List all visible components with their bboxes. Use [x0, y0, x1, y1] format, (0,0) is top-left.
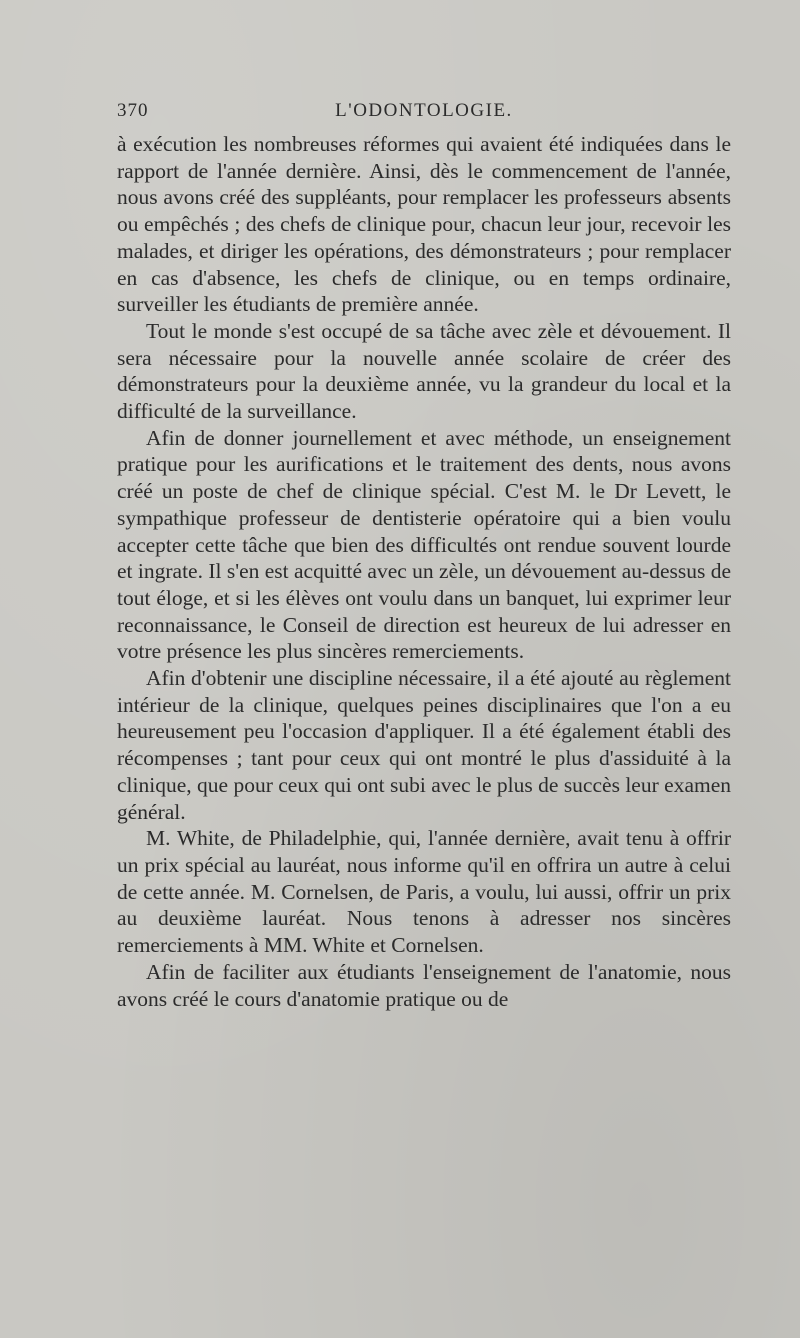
running-head [117, 100, 731, 130]
page-number: 370 [117, 100, 149, 121]
paragraph-anatomy-course: Afin de faciliter aux étudiants l'enseignement de l'anatomie, nous avons créé le cours d'anatomie pratique ou de [117, 959, 731, 1011]
paragraph-prizes: M. White, de Philadelphie, qui, l'année dernière, avait tenu à offrir un prix spécial au lauréat, nous informe qu'il en offrira un autre à celui de cette année. M. Cornelsen, de Paris, a voulu, lui aussi, offrir un prix au deuxième lauréat. Nous tenons à adresser nos sincères remerciements à MM. White et Cornelsen. [117, 826, 731, 958]
running-title: L'ODONTOLOGIE. [335, 100, 513, 121]
text-column [117, 131, 731, 1012]
paragraph-staff-dedication: Tout le monde s'est occupé de sa tâche avec zèle et dévouement. Il sera nécessaire pour la nouvelle année scolaire de créer des démonstrateurs pour la deuxième année, vu la grandeur du local et la difficulté de la surveillance. [117, 318, 731, 424]
paragraph-discipline: Afin d'obtenir une discipline nécessaire, il a été ajouté au règlement intérieur de la clinique, quelques peines disciplinaires que l'on a eu heureusement peu l'occasion d'appliquer. Il a été également établi des récompenses ; tant pour ceux qui ont montré le plus d'assiduité à la clinique, que pour ceux qui ont subi avec le plus de succès leur examen général. [117, 666, 731, 824]
paragraph-continued: à exécution les nombreuses réformes qui avaient été indiquées dans le rapport de l'année dernière. Ainsi, dès le commencement de l'année, nous avons créé des suppléants, pour remplacer les professeurs absents ou empêchés ; des chefs de clinique pour, chacun leur jour, recevoir les malades, et diriger les opérations, des démonstrateurs ; pour remplacer en cas d'absence, les chefs de clinique, ou en temps ordinaire, surveiller les étudiants de première année. [117, 132, 731, 317]
paragraph-clinic-chief: Afin de donner journellement et avec méthode, un enseignement pratique pour les aurifications et le traitement des dents, nous avons créé un poste de chef de clinique spécial. C'est M. le Dr Levett, le sympathique professeur de dentisterie opératoire qui a bien voulu accepter cette tâche que bien des difficultés ont rendue souvent lourde et ingrate. Il s'en est acquitté avec un zèle, un dévouement au-dessus de tout éloge, et si les élèves ont voulu dans un banquet, lui exprimer leur reconnaissance, le Conseil de direction est heureux de lui adresser en votre présence les plus sincères remerciements. [117, 425, 731, 664]
